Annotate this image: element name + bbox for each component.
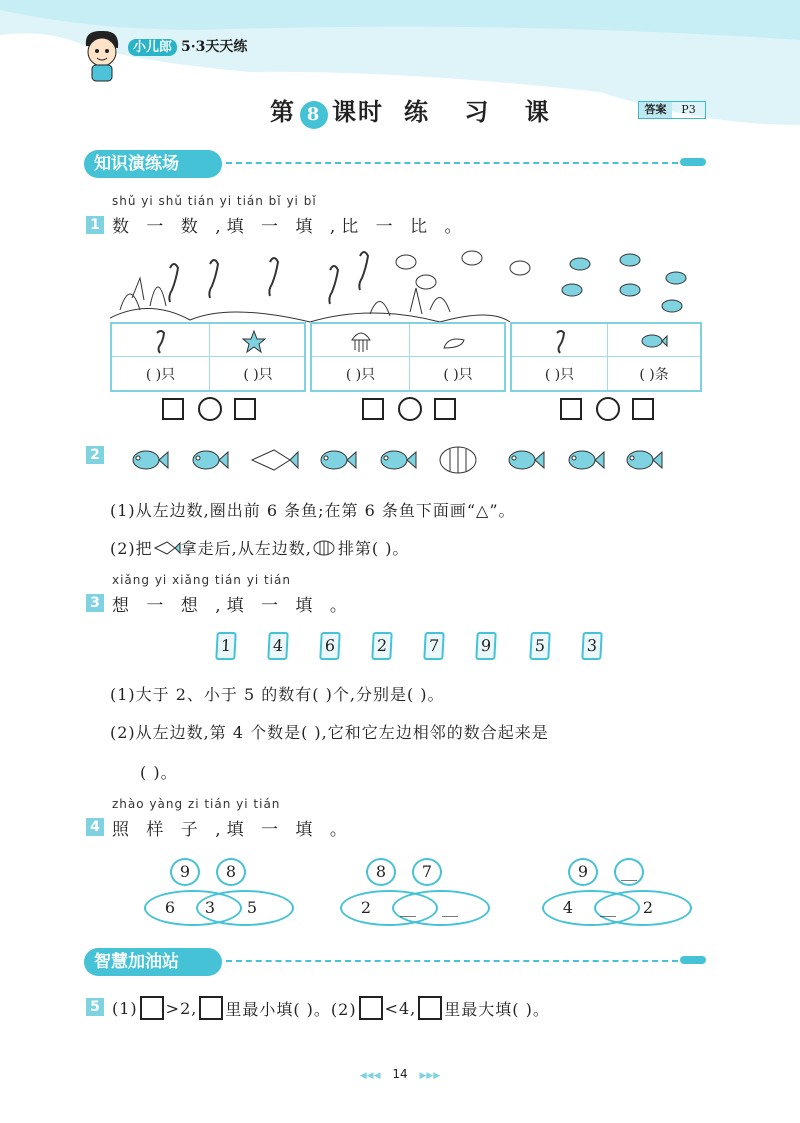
group3-top-1: 9 — [577, 862, 589, 881]
q2-line1: (1)从左边数,圈出前 6 条鱼;在第 6 条鱼下面画“△”。 — [110, 501, 516, 520]
answer-box[interactable] — [162, 398, 184, 420]
mascot-icon — [80, 28, 124, 82]
answer-box[interactable] — [560, 398, 582, 420]
page-number: ◀◀◀ 14 ▶▶▶ — [359, 1067, 441, 1081]
q3-line3: ( )。 — [140, 763, 178, 782]
question-number: 2 — [86, 446, 104, 464]
group2-top-2: 7 — [421, 862, 433, 881]
group2-top-1: 8 — [375, 862, 387, 881]
seahorse-icon — [552, 330, 568, 354]
number-card: 4 — [267, 632, 288, 660]
section-divider — [226, 162, 678, 164]
starfish-icon — [242, 330, 266, 354]
blank-cell[interactable]: ( )只 — [243, 367, 273, 383]
q3-line2: (2)从左边数,第 4 个数是( ),它和它左边相邻的数合起来是 — [110, 723, 549, 742]
answer-box[interactable] — [362, 398, 384, 420]
answer-box[interactable] — [199, 996, 223, 1020]
q3-line1: (1)大于 2、小于 5 的数有( )个,分别是( )。 — [110, 685, 445, 704]
pencil-icon — [680, 158, 706, 166]
q5-line: (1) >2, 里最小填( )。(2) <4, 里最大填( )。 — [112, 996, 550, 1020]
blank-cell[interactable]: ( )只 — [443, 367, 473, 383]
fish-row — [128, 444, 668, 476]
brand-text: 5·3天天练 — [181, 39, 248, 55]
group1-top-2: 8 — [225, 862, 237, 881]
group1-bottom-3: 5 — [246, 898, 258, 917]
next-arrows-icon: ▶▶▶ — [419, 1071, 441, 1081]
compare-circle[interactable] — [198, 397, 222, 421]
q2-line2: (2)把 拿走后,从左边数, 排第( )。 — [110, 539, 410, 558]
group3-bottom-3: 2 — [642, 898, 654, 917]
lesson-number: 8 — [300, 101, 328, 129]
group2-bottom-2[interactable]: __ — [400, 898, 416, 917]
group1-bottom-1: 6 — [164, 898, 176, 917]
number-card: 5 — [529, 632, 550, 660]
question-text: 数 一 数 ,填 一 填 ,比 一 比 。 — [112, 217, 468, 237]
prev-arrows-icon: ◀◀◀ — [359, 1071, 381, 1081]
number-card: 6 — [319, 632, 340, 660]
round-fish-icon — [312, 539, 338, 557]
number-card: 1 — [215, 632, 236, 660]
brand — [128, 36, 247, 56]
pencil-icon — [680, 956, 706, 964]
blank-cell[interactable]: ( )只 — [145, 367, 176, 383]
blank-cell[interactable]: ( )只 — [345, 367, 376, 383]
question-text: 照 样 子 ,填 一 填 。 — [112, 820, 353, 840]
blank-cell[interactable]: ( )只 — [544, 367, 575, 383]
sea-illustration — [110, 248, 702, 328]
number-card: 2 — [371, 632, 392, 660]
shell-icon — [442, 334, 466, 350]
group1-top-1: 9 — [179, 862, 191, 881]
brand-cn: 小儿郎 — [128, 39, 177, 56]
jellyfish-icon — [350, 330, 372, 354]
question-number: 3 — [86, 594, 104, 612]
count-table-1 — [110, 322, 306, 392]
question-number: 4 — [86, 818, 104, 836]
section-title-practice: 知识演练场 — [84, 150, 222, 178]
compare-circle[interactable] — [398, 397, 422, 421]
question-number: 5 — [86, 998, 104, 1016]
answer-box[interactable] — [434, 398, 456, 420]
question-number: 1 — [86, 216, 104, 234]
answer-box[interactable] — [140, 996, 164, 1020]
striped-fish-icon — [153, 540, 181, 556]
fish-icon — [640, 332, 668, 350]
seahorse-icon — [152, 330, 168, 354]
count-table-2 — [310, 322, 506, 392]
group1-bottom-2: 3 — [204, 898, 216, 917]
count-table-3 — [510, 322, 702, 392]
group3-top-2[interactable]: __ — [621, 862, 637, 881]
blank-cell[interactable]: ( )条 — [639, 367, 669, 383]
group3-bottom-2[interactable]: __ — [600, 898, 616, 917]
number-card: 3 — [581, 632, 602, 660]
compare-circle[interactable] — [596, 397, 620, 421]
page-title: 第 8 课时 练 习 课 — [270, 92, 563, 129]
answer-box[interactable] — [632, 398, 654, 420]
section-title-challenge: 智慧加油站 — [84, 948, 222, 976]
answer-ref[interactable]: 答案 P3 — [638, 101, 706, 119]
group2-bottom-1: 2 — [360, 898, 372, 917]
question-text: 想 一 想 ,填 一 填 。 — [112, 596, 353, 616]
answer-box[interactable] — [234, 398, 256, 420]
number-card: 9 — [475, 632, 496, 660]
number-card: 7 — [423, 632, 444, 660]
section-divider — [226, 960, 678, 962]
group3-bottom-1: 4 — [562, 898, 574, 917]
answer-box[interactable] — [359, 996, 383, 1020]
answer-box[interactable] — [418, 996, 442, 1020]
group2-bottom-3[interactable]: __ — [442, 898, 458, 917]
